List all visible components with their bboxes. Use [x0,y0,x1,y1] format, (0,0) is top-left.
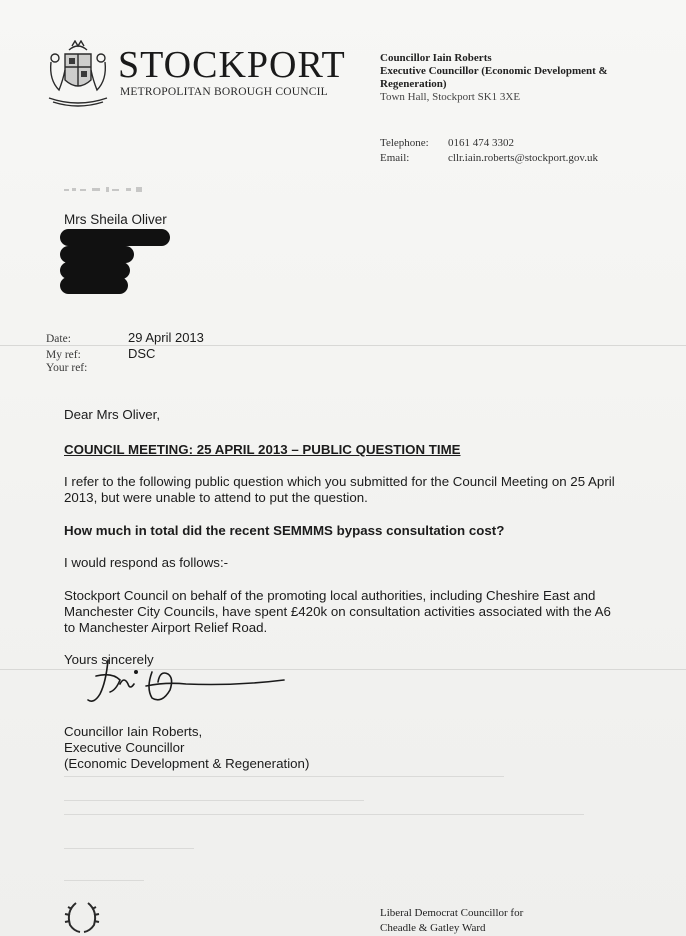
telephone-label: Telephone: [380,137,429,149]
footer-line-2: Cheadle & Gatley Ward [380,922,486,934]
party-logo-icon [62,899,102,935]
signoff-name: Councillor Iain Roberts, [64,724,203,739]
sender-block [380,52,670,104]
faint-print-through [64,848,194,849]
contact-block [380,136,598,166]
council-crest-icon [45,40,111,110]
faint-print-through [64,800,364,801]
redacted-address-line-2 [60,246,134,263]
my-ref-label: My ref: [46,349,81,361]
telephone-number: 0161 474 3302 [448,137,514,149]
council-name: STOCKPORT [118,44,346,86]
faint-print-through [64,814,584,815]
redacted-address-line-1 [60,229,170,246]
faint-stamp-marks [64,186,150,194]
answer-paragraph: Stockport Council on behalf of the promoting local authorities, including Cheshire East and Manchester City Councils, have spent £420k on consultation activities associated with the A6 to Manchester Airport Relief Road. [64,588,611,635]
salutation: Dear Mrs Oliver, [64,407,161,422]
email-address: cllr.iain.roberts@stockport.gov.uk [448,152,598,164]
date-label: Date: [46,333,71,345]
closing: Yours sincerely [64,652,154,667]
letter-body [64,407,624,772]
your-ref-label: Your ref: [46,362,88,374]
footer-block [380,906,523,936]
handwritten-signature [86,654,286,710]
my-ref-value: DSC [128,346,156,361]
recipient-name: Mrs Sheila Oliver [64,212,167,227]
signoff-title: Executive Councillor [64,740,185,755]
respond-line: I would respond as follows:- [64,555,229,570]
faint-print-through [64,880,144,881]
sender-name: Councillor Iain Roberts [380,52,492,64]
redacted-address-line-4 [60,277,128,294]
reference-block [46,330,204,378]
email-label: Email: [380,152,410,164]
signoff-portfolio: (Economic Development & Regeneration) [64,756,310,771]
letter-subject: COUNCIL MEETING: 25 APRIL 2013 – PUBLIC QUESTION TIME [64,442,461,457]
date-value: 29 April 2013 [128,330,204,345]
sender-role-line1: Executive Councillor (Economic Development & [380,65,608,77]
footer-line-1: Liberal Democrat Councillor for [380,907,524,919]
public-question: How much in total did the recent SEMMMS bypass consultation cost? [64,523,505,538]
sender-address: Town Hall, Stockport SK1 3XE [380,91,521,103]
faint-print-through [64,776,504,777]
sender-role-line2: Regeneration) [380,78,447,90]
council-subtitle: METROPOLITAN BOROUGH COUNCIL [120,86,328,98]
intro-paragraph: I refer to the following public question which you submitted for the Council Meeting on 25 April 2013, but were unable to attend to put the question. [64,474,615,505]
